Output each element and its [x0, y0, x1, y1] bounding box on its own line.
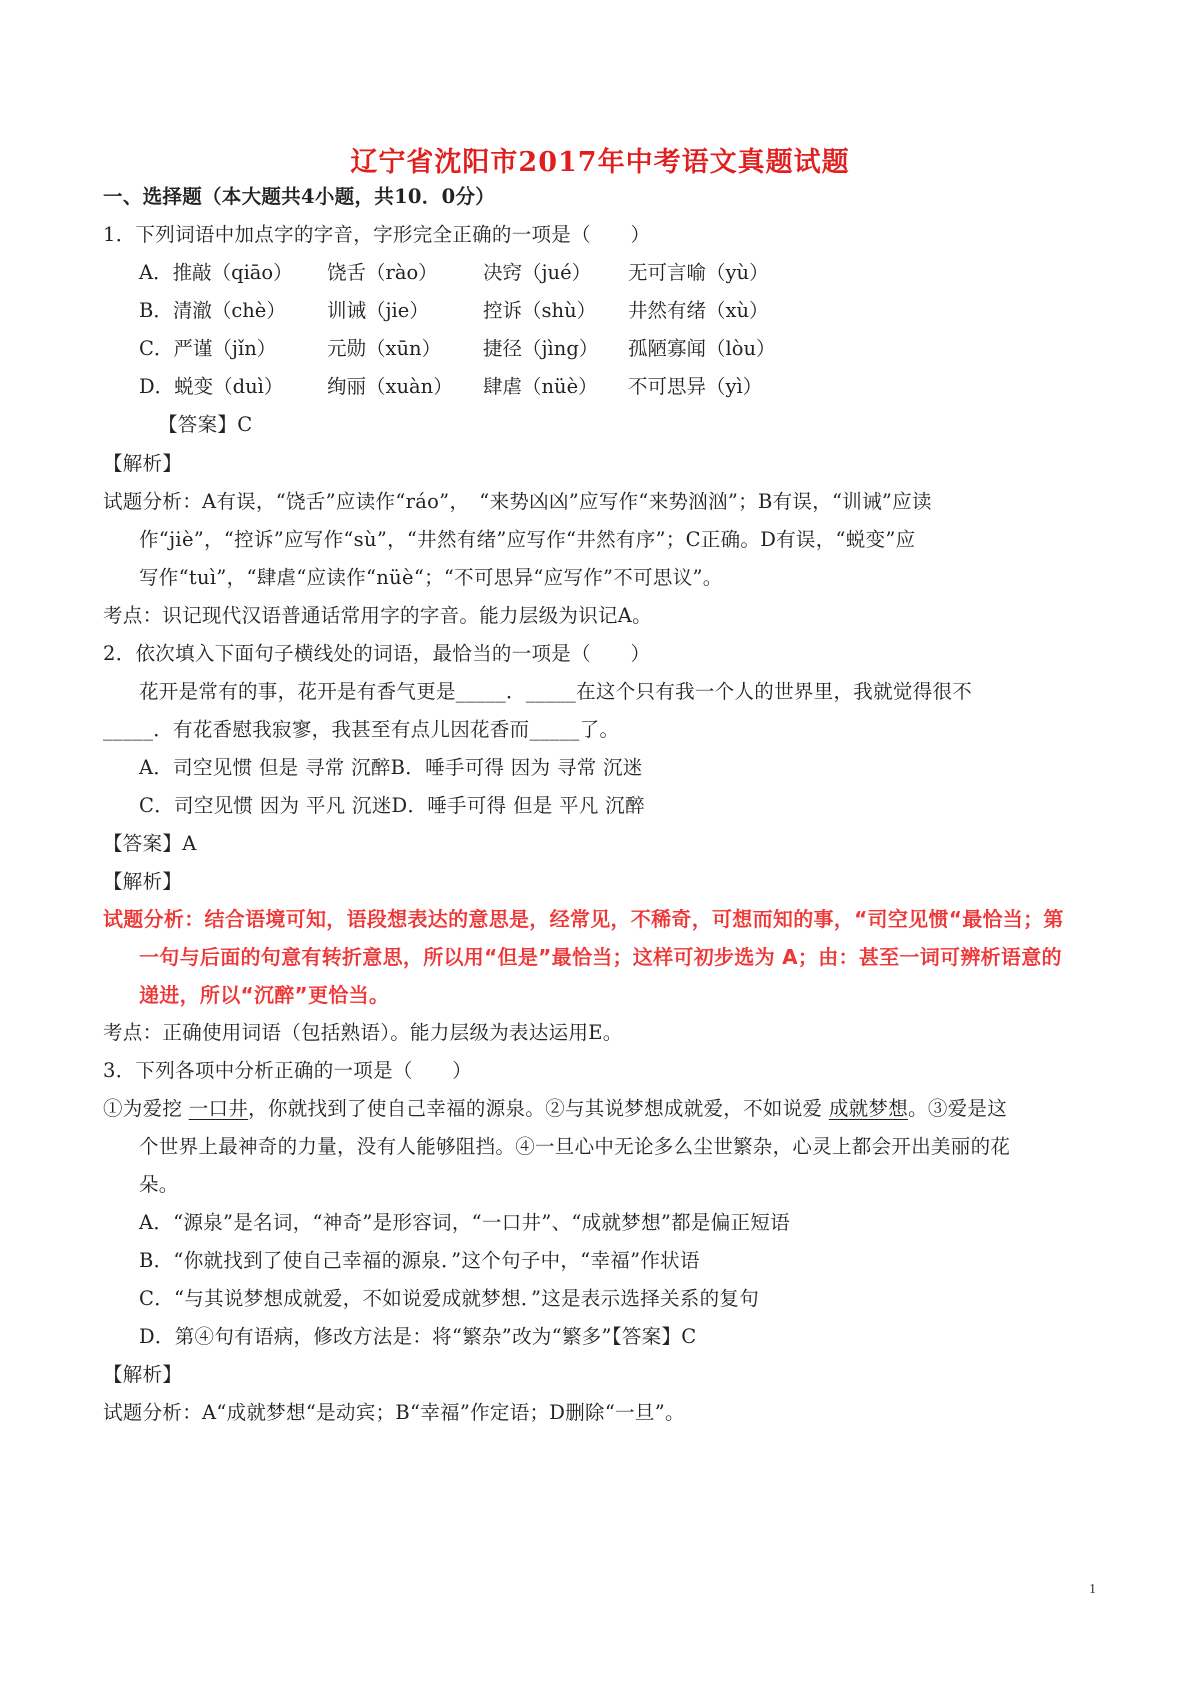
q1-option-d2: 绚丽（xuàn）	[327, 375, 453, 398]
q2-passage-line-1: 花开是常有的事，花开是有香气更是_____．_____在这个只有我一个人的世界里，我就觉得很不	[139, 680, 973, 703]
q3-passage-line-1	[103, 1096, 1007, 1122]
q2-options-line-1: A．司空见惯 但是 寻常 沉醉B．唾手可得 因为 寻常 沉迷	[139, 756, 643, 779]
q3-option-d: D．第④句有语病，修改方法是：将“繁杂”改为“繁多”【答案】C	[139, 1325, 697, 1348]
section-heading: 一、选择题（本大题共4小题，共10．0分）	[103, 185, 496, 208]
q2-answer: 【答案】A	[103, 832, 197, 855]
page-number: 1	[1089, 1582, 1096, 1597]
q1-option-b3: 控诉（shù）	[483, 299, 597, 322]
q1-analysis-line-2: 作“jiè”，“控诉”应写作“sù”，“井然有绪”应写作“井然有序”；C正确。D有误，“蜕变”应	[139, 528, 916, 551]
q1-option-d1: D．蜕变（duì）	[139, 375, 284, 398]
q3-passage-line-3: 朵。	[139, 1173, 179, 1196]
q3-underlined-phrase-1: 一口井	[188, 1097, 249, 1120]
q1-option-d4: 不可思异（yì）	[628, 375, 763, 398]
q3-passage-text-c: 。③爱是这	[908, 1097, 1008, 1120]
q1-option-a3: 决窍（jué）	[483, 261, 592, 284]
q3-option-a: A．“源泉”是名词，“神奇”是形容词，“一口井”、“成就梦想”都是偏正短语	[139, 1211, 790, 1234]
q1-answer: 【答案】C	[158, 413, 253, 436]
q2-options-line-2: C．司空见惯 因为 平凡 沉迷D．唾手可得 但是 平凡 沉醉	[139, 794, 645, 817]
q1-analysis-line-3: 写作“tuì”，“肆虐“应读作“nüè“；“不可思异“应写作”不可思议”。	[139, 566, 723, 589]
q2-analysis-line-2: 一句与后面的句意有转折意思，所以用“但是”最恰当；这样可初步选为 A；由：甚至一词可辨析语意的	[139, 945, 1062, 969]
document-title: 辽宁省沈阳市2017年中考语文真题试题	[350, 147, 850, 178]
q1-analysis-label: 【解析】	[103, 452, 183, 475]
q3-underlined-phrase-2: 成就梦想	[828, 1097, 909, 1120]
q2-passage-line-2: _____．有花香慰我寂寥，我甚至有点儿因花香而_____了。	[103, 718, 620, 741]
q1-option-c1: C．严谨（jǐn）	[139, 337, 277, 360]
q3-option-c: C．“与其说梦想成就爱，不如说爱成就梦想．”这是表示选择关系的复句	[139, 1287, 760, 1310]
q1-option-b1: B．清澈（chè）	[139, 299, 286, 322]
q3-stem: 3．下列各项中分析正确的一项是（ ）	[103, 1059, 473, 1082]
q1-option-a1: A．推敲（qiāo）	[139, 261, 293, 284]
q1-option-b4: 井然有绪（xù）	[628, 299, 769, 322]
q3-analysis: 试题分析：A“成就梦想“是动宾；B“幸福”作定语；D删除“一旦”。	[103, 1401, 685, 1424]
q1-option-b2: 训诫（jie）	[327, 299, 429, 322]
q2-kaodian: 考点：正确使用词语（包括熟语）。能力层级为表达运用E。	[103, 1021, 623, 1044]
q1-kaodian: 考点：识记现代汉语普通话常用字的字音。能力层级为识记A。	[103, 604, 652, 627]
q3-passage-text-a: ①为爱挖	[103, 1097, 189, 1120]
q1-analysis-line-1: 试题分析：A有误，“饶舌”应读作“ráo”， “来势凶凶”应写作“来势汹汹”；B有误，“训诫”应读	[103, 490, 932, 513]
q1-option-c3: 捷径（jìng）	[483, 337, 599, 360]
q3-option-b: B．“你就找到了使自己幸福的源泉．”这个句子中，“幸福”作状语	[139, 1249, 700, 1272]
q2-analysis-line-1: 试题分析：结合语境可知，语段想表达的意思是，经常见，不稀奇，可想而知的事，“司空见惯“最恰当；第	[103, 907, 1064, 931]
q2-analysis-line-3: 递进，所以“沉醉”更恰当。	[139, 983, 390, 1007]
q1-option-a2: 饶舌（ràо）	[327, 261, 438, 284]
q1-option-c2: 元勋（xūn）	[327, 337, 442, 360]
q1-option-a4: 无可言喻（yù）	[628, 261, 769, 284]
q1-stem: 1．下列词语中加点字的字音，字形完全正确的一项是（ ）	[103, 223, 651, 246]
q3-passage-text-b: ，你就找到了使自己幸福的源泉。②与其说梦想成就爱，不如说爱	[248, 1097, 829, 1120]
q3-passage-line-2: 个世界上最神奇的力量，没有人能够阻挡。④一旦心中无论多么尘世繁杂，心灵上都会开出美丽的花	[139, 1135, 1011, 1158]
q1-option-d3: 肆虐（nüè）	[483, 375, 598, 398]
q2-analysis-label: 【解析】	[103, 870, 183, 893]
q2-stem: 2．依次填入下面句子横线处的词语，最恰当的一项是（ ）	[103, 642, 651, 665]
q1-option-c4: 孤陋寡闻（lòu）	[628, 337, 776, 360]
q3-analysis-label: 【解析】	[103, 1363, 183, 1386]
